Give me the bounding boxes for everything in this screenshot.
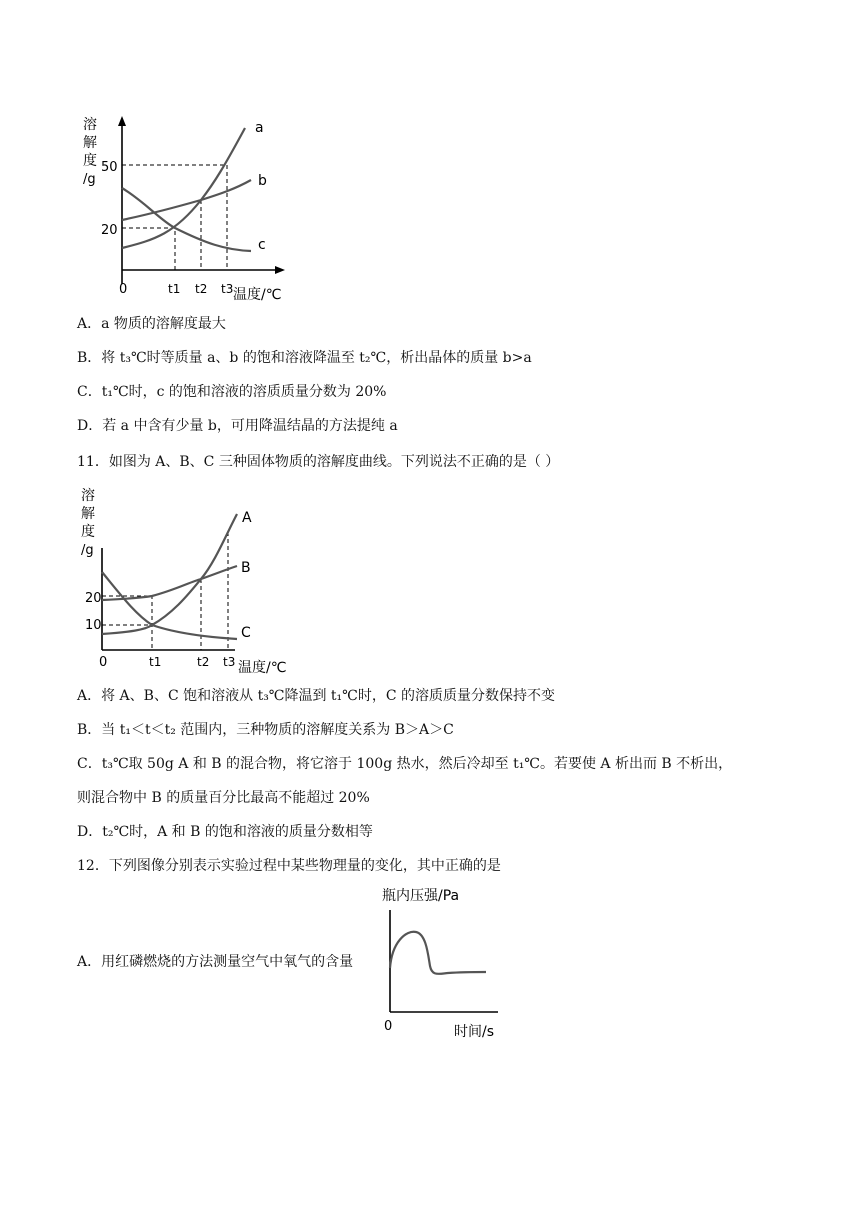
curve-B	[102, 566, 237, 600]
x-tick-label: t3	[221, 282, 234, 296]
curve-label: c	[258, 237, 266, 253]
q10-option-a: A．a 物质的溶解度最大	[77, 316, 226, 332]
q11-option-a: A．将 A、B、C 饱和溶液从 t₃℃降温到 t₁℃时，C 的溶质质量分数保持不变	[77, 688, 555, 704]
y-tick-label: 20	[101, 223, 118, 238]
y-tick-label: 10	[85, 618, 102, 633]
q11-option-d: D．t₂℃时，A 和 B 的饱和溶液的质量分数相等	[77, 824, 373, 840]
q12-stem: 12．下列图像分别表示实验过程中某些物理量的变化，其中正确的是	[77, 858, 501, 874]
curve-label: B	[241, 560, 251, 576]
y-label-char: /g	[83, 172, 96, 187]
curve-label: b	[258, 173, 267, 189]
q11-option-b: B．当 t₁＜t＜t₂ 范围内，三种物质的溶解度关系为 B＞A＞C	[77, 722, 454, 738]
origin-label: 0	[119, 282, 128, 297]
q11-stem: 11．如图为 A、B、C 三种固体物质的溶解度曲线。下列说法不正确的是（ ）	[77, 454, 560, 470]
y-axis-arrow	[118, 116, 126, 126]
x-tick-label: t2	[197, 655, 210, 669]
origin-label: 0	[99, 655, 108, 670]
q11-option-c-line2: 则混合物中 B 的质量百分比最高不能超过 20%	[77, 790, 370, 806]
solubility-chart-ABC	[75, 482, 315, 682]
q11-option-c-line1: C．t₃℃取 50g A 和 B 的混合物，将它溶于 100g 热水，然后冷却至 t₁℃。若要使 A 析出而 B 不析出，	[77, 756, 733, 772]
pressure-curve	[390, 932, 486, 974]
solubility-chart-abc	[75, 110, 315, 310]
pressure-time-chart	[378, 882, 518, 1042]
x-tick-label: t1	[168, 282, 181, 296]
x-axis-label: 温度/℃	[238, 660, 287, 676]
y-label-char: 解	[83, 135, 97, 151]
x-axis-label: 温度/℃	[233, 287, 282, 303]
x-tick-label: t1	[149, 655, 162, 669]
x-axis-arrow	[275, 266, 285, 274]
q10-option-d: D．若 a 中含有少量 b，可用降温结晶的方法提纯 a	[77, 418, 398, 434]
y-label-char: 溶	[81, 488, 95, 504]
y-tick-label: 50	[101, 160, 118, 175]
curve-label: A	[242, 510, 252, 526]
curve-b	[122, 180, 251, 220]
curve-label: C	[241, 625, 251, 641]
q10-option-b: B．将 t₃℃时等质量 a、b 的饱和溶液降温至 t₂℃，析出晶体的质量 b>a	[77, 350, 532, 366]
curve-C	[102, 572, 237, 639]
y-label-char: 度	[83, 153, 97, 169]
y-label-char: /g	[81, 543, 94, 558]
curve-label: a	[255, 120, 264, 136]
y-label-char: 溶	[83, 117, 97, 133]
y-axis-label: 瓶内压强/Pa	[382, 888, 460, 904]
y-label-char: 度	[81, 524, 95, 540]
x-axis-label: 时间/s	[454, 1024, 495, 1040]
origin-label: 0	[384, 1019, 393, 1034]
dashed-guide	[102, 596, 152, 650]
q12-option-a: A．用红磷燃烧的方法测量空气中氧气的含量	[77, 954, 354, 970]
y-tick-label: 20	[85, 591, 102, 606]
y-label-char: 解	[81, 506, 95, 522]
x-tick-label: t2	[195, 282, 208, 296]
x-tick-label: t3	[223, 655, 236, 669]
dashed-guide	[122, 228, 175, 270]
q10-option-c: C．t₁℃时，c 的饱和溶液的溶质质量分数为 20%	[77, 384, 387, 400]
